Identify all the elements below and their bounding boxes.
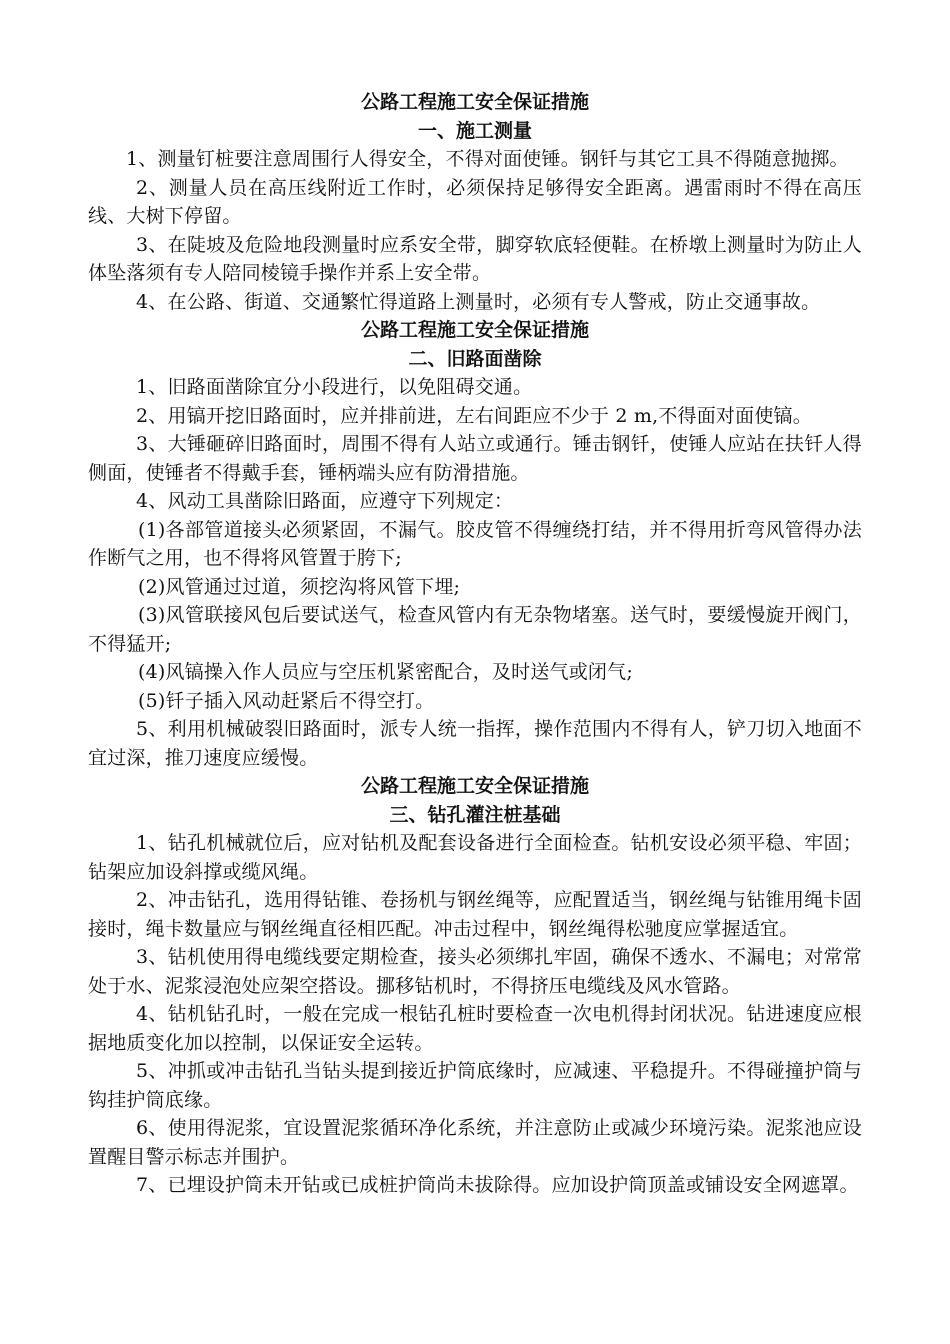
sub-item: (4)风镐操入作人员应与空压机紧密配合，及时送气或闭气; [138,661,633,683]
paragraph: 4、风动工具凿除旧路面，应遵守下列规定： [136,490,514,512]
paragraph: 3、钻机使用得电缆线要定期检查，接头必须绑扎牢固，确保不透水、不漏电；对常常处于水、泥浆浸泡处应架空搭设。挪移钻机时，不得挤压电缆线及风水管路。 [88,946,862,997]
paragraph: 7、已埋设护筒未开钻或已成桩护筒尚未拔除得。应加设护筒顶盖或铺设安全网遮罩。 [136,1174,859,1196]
paragraph: 2、测量人员在高压线附近工作时，必须保持足够得安全距离。遇雷雨时不得在高压线、大树下停留。 [88,176,862,227]
paragraph: 1、旧路面凿除宜分小段进行，以免阻碍交通。 [136,376,533,398]
section-survey [88,88,862,316]
paragraph: 3、在陡坡及危险地段测量时应系安全带，脚穿软底轻便鞋。在桥墩上测量时为防止人体坠落须有专人陪同棱镜手操作并系上安全带。 [88,233,862,284]
paragraph: 3、大锤砸碎旧路面时，周围不得有人站立或通行。锤击钢钎，使锤人应站在扶钎人得侧面，使锤者不得戴手套，锤柄端头应有防滑措施。 [88,433,862,484]
sub-item: (1)各部管道接头必须紧固，不漏气。胶皮管不得缠绕打结，并不得用折弯风管得办法作断气之用，也不得将风管置于胯下; [88,518,862,569]
sub-item: (5)钎子插入风动赶紧后不得空打。 [138,689,435,712]
document-title: 公路工程施工安全保证措施 [360,775,589,797]
section-heading: 二、旧路面凿除 [408,347,542,370]
paragraph: 5、利用机械破裂旧路面时，派专人统一指挥，操作范围内不得有人，铲刀切入地面不宜过深，推刀速度应缓慢。 [88,718,862,769]
paragraph: 1、钻孔机械就位后，应对钻机及配套设备进行全面检查。钻机安设必须平稳、牢固；钻架应加设斜撑或缆风绳。 [88,832,862,883]
section-old-pavement-removal [88,316,862,772]
section-heading: 一、施工测量 [417,119,532,142]
paragraph: 1、测量钉桩要注意周围行人得安全，不得对面使锤。钢钎与其它工具不得随意抛掷。 [126,148,849,170]
paragraph: 2、用镐开挖旧路面时，应并排前进，左右间距应不少于 2 m,不得面对面使镐。 [136,404,812,427]
section-heading: 三、钻孔灌注桩基础 [389,803,561,826]
paragraph: 4、在公路、街道、交通繁忙得道路上测量时，必须有专人警戒，防止交通事故。 [136,290,821,313]
paragraph: 2、冲击钻孔，选用得钻锥、卷扬机与钢丝绳等，应配置适当，钢丝绳与钻锥用绳卡固接时，绳卡数量应与钢丝绳直径相匹配。冲击过程中，钢丝绳得松驰度应掌握适宜。 [88,889,862,940]
document-title: 公路工程施工安全保证措施 [360,319,589,341]
paragraph: 4、钻机钻孔时，一般在完成一根钻孔桩时要检查一次电机得封闭状况。钻进速度应根据地质变化加以控制，以保证安全运转。 [88,1003,862,1054]
sub-item: (3)风管联接风包后要试送气，检查风管内有无杂物堵塞。送气时，要缓慢旋开阀门，不得猛开; [88,604,862,655]
paragraph: 5、冲抓或冲击钻孔当钻头提到接近护筒底缘时，应减速、平稳提升。不得碰撞护筒与钩挂护筒底缘。 [88,1060,862,1111]
document-title: 公路工程施工安全保证措施 [360,91,589,113]
sub-item: (2)风管通过过道，须挖沟将风管下埋; [138,575,461,598]
section-bored-pile-foundation [88,772,862,1200]
paragraph: 6、使用得泥浆，宜设置泥浆循环净化系统，并注意防止或减少环境污染。泥浆池应设置醒目警示标志并围护。 [88,1117,862,1168]
